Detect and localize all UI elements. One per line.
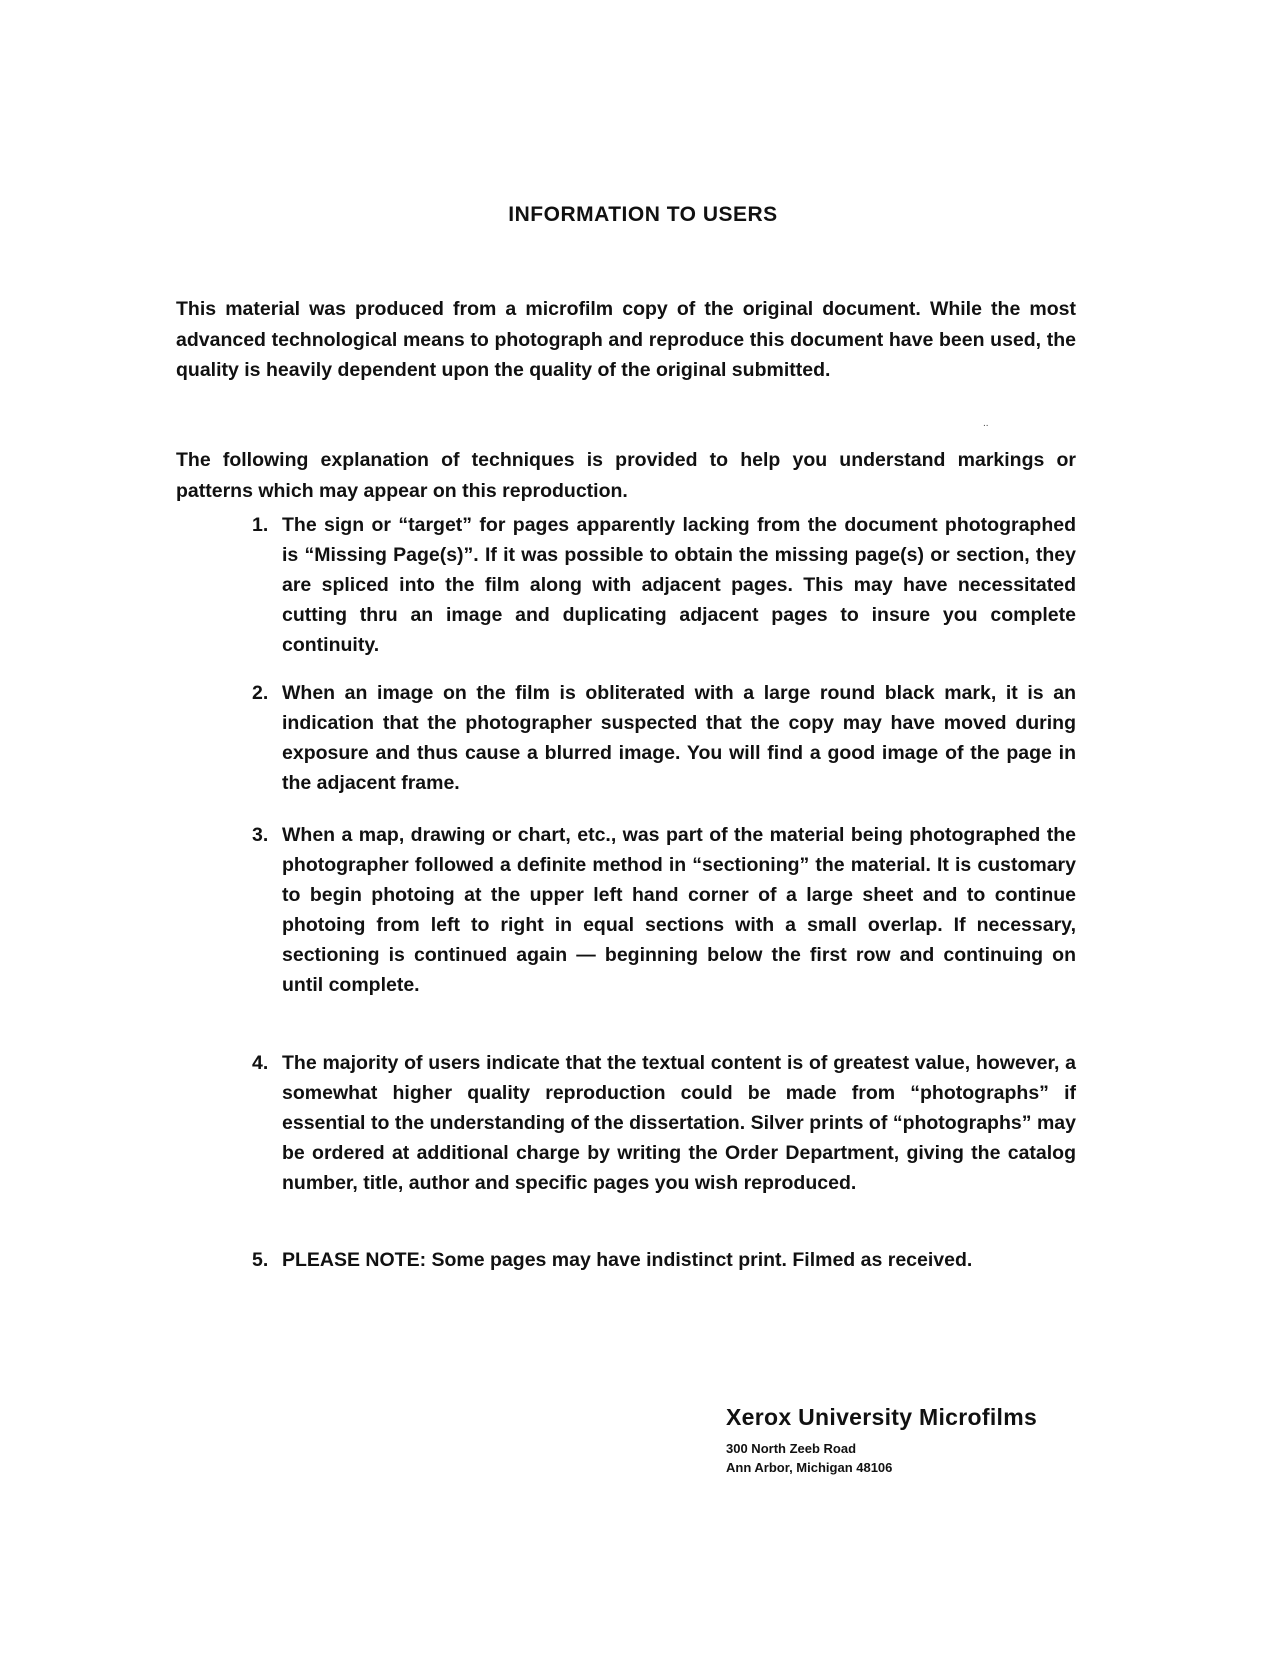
list-item-text: PLEASE NOTE: Some pages may have indistinct print. Filmed as received.: [282, 1249, 973, 1271]
publisher-address: [726, 1439, 1086, 1477]
address-line-2: Ann Arbor, Michigan 48106: [726, 1460, 893, 1475]
list-item-number: 1.: [252, 514, 269, 536]
list-item-number: 3.: [252, 824, 269, 846]
publisher-block: [726, 1403, 1086, 1477]
list-item-number: 2.: [252, 682, 269, 704]
address-line-1: 300 North Zeeb Road: [726, 1441, 857, 1456]
intro-paragraph-2: The following explanation of techniques is provided to help you understand markings or patterns which may appear on this reproduction.: [176, 449, 1076, 502]
list-item-text: The sign or “target” for pages apparently lacking from the document photographed is “Missing Page(s)”. If it was possible to obtain the missing page(s) or section, they are spliced into the film along with adjacent pages. This may have necessitated cutting thru an image and duplicating adjacent pages to insure you complete continuity.: [282, 514, 1076, 656]
intro-paragraph-1: This material was produced from a microfilm copy of the original document. While the most advanced technological means to photograph and reproduce this document have been used, the quality is heavily dependent upon the quality of the original submitted.: [176, 298, 1076, 381]
page-title: INFORMATION TO USERS: [508, 203, 778, 226]
list-item-number: 5.: [252, 1249, 269, 1271]
list-item-number: 4.: [252, 1052, 269, 1074]
list-item-text: When an image on the film is obliterated with a large round black mark, it is an indication that the photographer suspected that the copy may have moved during exposure and thus cause a blurred image. You will find a good image of the page in the adjacent frame.: [282, 682, 1076, 794]
list-item-text: The majority of users indicate that the textual content is of greatest value, however, a somewhat higher quality reproduction could be made from “photographs” if essential to the understanding of the dissertation. Silver prints of “photographs” may be ordered at additional charge by writing the Order Department, giving the catalog number, title, author and specific pages you wish reproduced.: [282, 1052, 1076, 1194]
stray-mark: ..: [983, 418, 989, 429]
publisher-name: Xerox University Microfilms: [726, 1404, 1038, 1430]
list-item-text: When a map, drawing or chart, etc., was part of the material being photographed the photographer followed a definite method in “sectioning” the material. It is customary to begin photoing at the upper left hand corner of a large sheet and to continue photoing from left to right in equal sections with a small overlap. If necessary, sectioning is continued again — beginning below the first row and continuing on until complete.: [282, 824, 1076, 996]
